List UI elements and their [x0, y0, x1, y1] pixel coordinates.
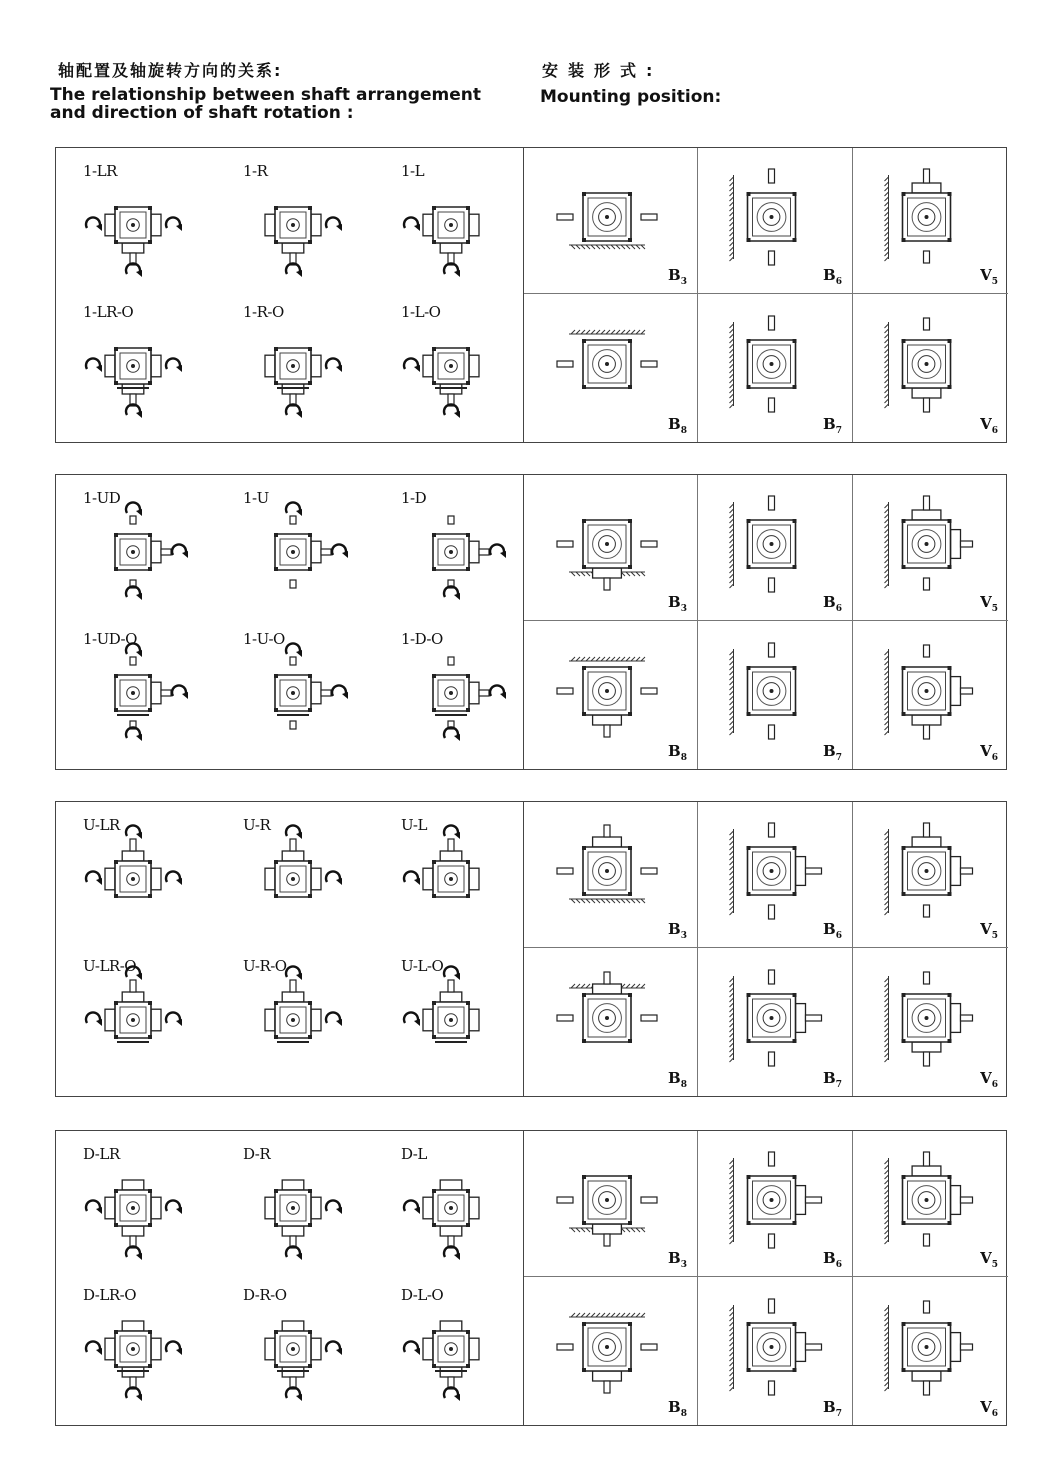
arrangement-code-label: 1-LR-O — [83, 303, 134, 321]
arrangement-code-label: 1-U-O — [243, 630, 285, 648]
mounting-position-number: 3 — [680, 931, 687, 941]
mounting-position-label — [668, 920, 687, 941]
mounting-position-label — [980, 920, 998, 941]
mounting-position-number: 7 — [835, 753, 842, 763]
arrangement-code-label: 1-U — [243, 489, 269, 507]
mounting-position-letter: B — [668, 415, 681, 433]
mounting-position-header — [540, 62, 721, 106]
mounting-position-diagram — [698, 621, 853, 769]
mounting-position-number: 3 — [680, 604, 687, 614]
mounting-position-label — [668, 1398, 687, 1419]
mounting-position-diagram — [698, 948, 853, 1096]
mounting-position-diagram — [853, 148, 1008, 294]
mounting-position-label — [980, 415, 998, 436]
mounting-position-diagram — [698, 1131, 853, 1277]
mounting-position-number: 8 — [680, 753, 687, 763]
mounting-position-letter: B — [823, 1069, 836, 1087]
mounting-position-label — [823, 1249, 842, 1270]
mounting-position-number: 6 — [991, 1409, 998, 1419]
mounting-position-diagram — [524, 621, 698, 769]
arrangement-code-label: 1-L — [401, 162, 425, 180]
mounting-position-number: 6 — [991, 753, 998, 763]
mounting-position-label — [668, 742, 687, 763]
mounting-position-label — [980, 1249, 998, 1270]
shaft-arrangement-panel — [56, 802, 523, 1096]
arrangement-diagram — [216, 150, 371, 295]
arrangement-diagram — [56, 1133, 211, 1278]
arrangement-code-label: U-R-O — [243, 957, 287, 975]
mounting-position-label — [668, 1069, 687, 1090]
mounting-position-number: 8 — [680, 1409, 687, 1419]
arrangement-diagram — [56, 945, 211, 1090]
arrangement-diagram — [216, 1274, 371, 1419]
arrangement-diagram — [56, 150, 211, 295]
arrangement-code-label: 1-UD — [83, 489, 121, 507]
mounting-position-diagram — [524, 1277, 698, 1425]
mounting-position-letter: V — [980, 266, 992, 284]
mounting-position-label — [823, 1069, 842, 1090]
arrangement-diagram — [56, 804, 211, 949]
mounting-position-panel — [523, 1131, 1006, 1425]
mounting-position-diagram — [524, 294, 698, 442]
mounting-position-number: 7 — [835, 1409, 842, 1419]
mounting-position-diagram — [524, 1131, 698, 1277]
arrangement-code-label: U-L — [401, 816, 427, 834]
arrangement-diagram — [374, 1274, 529, 1419]
arrangement-code-label: U-LR-O — [83, 957, 137, 975]
mounting-position-label — [668, 593, 687, 614]
mounting-position-letter: B — [823, 742, 836, 760]
arrangement-code-label: D-L-O — [401, 1286, 444, 1304]
mounting-position-label — [980, 266, 998, 287]
mounting-position-number: 6 — [835, 604, 842, 614]
mounting-position-number: 6 — [991, 1080, 998, 1090]
arrangement-diagram — [374, 618, 529, 763]
mounting-position-number: 5 — [991, 931, 998, 941]
arrangement-code-label: D-R-O — [243, 1286, 287, 1304]
arrangement-code-label: D-LR-O — [83, 1286, 136, 1304]
shaft-arrangement-header — [50, 62, 481, 123]
arrangement-code-label: 1-L-O — [401, 303, 441, 321]
mounting-position-letter: B — [668, 593, 681, 611]
mounting-position-letter: B — [668, 920, 681, 938]
arrangement-diagram — [374, 945, 529, 1090]
arrangement-code-label: 1-D-O — [401, 630, 443, 648]
arrangement-code-label: 1-R-O — [243, 303, 284, 321]
mounting-position-label — [668, 415, 687, 436]
mounting-position-number: 8 — [680, 426, 687, 436]
mounting-position-diagram — [853, 1277, 1008, 1425]
arrangement-diagram — [56, 291, 211, 436]
mounting-position-label — [823, 1398, 842, 1419]
mounting-position-number: 6 — [835, 931, 842, 941]
mounting-position-diagram — [698, 475, 853, 621]
mounting-position-label — [980, 742, 998, 763]
mounting-position-diagram — [853, 475, 1008, 621]
mounting-position-number: 7 — [835, 1080, 842, 1090]
mounting-position-diagram — [853, 802, 1008, 948]
mounting-position-letter: B — [823, 415, 836, 433]
arrangement-code-label: U-LR — [83, 816, 120, 834]
arrangement-code-label: D-L — [401, 1145, 427, 1163]
mounting-position-label — [823, 742, 842, 763]
arrangement-code-label: 1-R — [243, 162, 268, 180]
mounting-position-label — [823, 415, 842, 436]
arrangement-diagram — [216, 1133, 371, 1278]
mounting-position-diagram — [524, 948, 698, 1096]
mounting-position-number: 5 — [991, 604, 998, 614]
mounting-position-letter: B — [823, 1249, 836, 1267]
arrangement-code-label: 1-UD-O — [83, 630, 137, 648]
arrangement-code-label: D-LR — [83, 1145, 120, 1163]
arrangement-diagram — [374, 804, 529, 949]
mounting-position-letter: B — [668, 742, 681, 760]
arrangement-diagram — [56, 618, 211, 763]
mounting-position-diagram — [853, 948, 1008, 1096]
mounting-position-number: 6 — [835, 1260, 842, 1270]
shaft-arrangement-panel — [56, 148, 523, 442]
mounting-position-number: 3 — [680, 1260, 687, 1270]
arrangement-section — [55, 801, 1007, 1097]
arrangement-diagram — [374, 291, 529, 436]
mounting-position-diagram — [698, 1277, 853, 1425]
mounting-position-label — [823, 593, 842, 614]
arrangement-diagram — [216, 945, 371, 1090]
arrangement-diagram — [216, 477, 371, 622]
shaft-arrangement-title-cn: 轴配置及轴旋转方向的关系: — [58, 61, 283, 80]
shaft-arrangement-title-en-1: The relationship between shaft arrangement — [50, 84, 481, 105]
mounting-position-number: 3 — [680, 277, 687, 287]
mounting-position-letter: B — [668, 1249, 681, 1267]
mounting-position-number: 7 — [835, 426, 842, 436]
mounting-position-diagram — [698, 148, 853, 294]
shaft-arrangement-title-en-2: and direction of shaft rotation : — [50, 103, 354, 124]
mounting-position-diagram — [524, 475, 698, 621]
arrangement-diagram — [374, 1133, 529, 1278]
mounting-position-diagram — [524, 148, 698, 294]
mounting-position-letter: B — [668, 266, 681, 284]
arrangement-diagram — [216, 804, 371, 949]
mounting-position-letter: B — [823, 1398, 836, 1416]
mounting-position-letter: V — [980, 1398, 992, 1416]
arrangement-diagram — [216, 291, 371, 436]
shaft-arrangement-panel — [56, 1131, 523, 1425]
mounting-position-letter: V — [980, 593, 992, 611]
mounting-position-label — [980, 1069, 998, 1090]
arrangement-diagram — [374, 477, 529, 622]
arrangement-diagram — [216, 618, 371, 763]
arrangement-code-label: U-L-O — [401, 957, 444, 975]
mounting-position-label — [668, 1249, 687, 1270]
mounting-position-diagram — [698, 294, 853, 442]
mounting-position-number: 6 — [835, 277, 842, 287]
mounting-position-number: 6 — [991, 426, 998, 436]
mounting-position-letter: B — [823, 593, 836, 611]
mounting-position-diagram — [853, 1131, 1008, 1277]
mounting-position-diagram — [853, 294, 1008, 442]
arrangement-diagram — [56, 477, 211, 622]
arrangement-section — [55, 474, 1007, 770]
mounting-position-label — [980, 593, 998, 614]
mounting-position-letter: B — [823, 266, 836, 284]
mounting-position-label — [668, 266, 687, 287]
mounting-position-panel — [523, 148, 1006, 442]
mounting-position-title-cn: 安装形式: — [542, 61, 663, 80]
mounting-position-number: 5 — [991, 277, 998, 287]
arrangement-diagram — [374, 150, 529, 295]
mounting-position-label — [980, 1398, 998, 1419]
mounting-position-diagram — [853, 621, 1008, 769]
mounting-position-letter: B — [668, 1069, 681, 1087]
mounting-position-letter: V — [980, 742, 992, 760]
mounting-position-panel — [523, 802, 1006, 1096]
mounting-position-number: 5 — [991, 1260, 998, 1270]
mounting-position-letter: V — [980, 415, 992, 433]
mounting-position-letter: B — [668, 1398, 681, 1416]
mounting-position-number: 8 — [680, 1080, 687, 1090]
mounting-position-label — [823, 266, 842, 287]
arrangement-section — [55, 147, 1007, 443]
arrangement-code-label: D-R — [243, 1145, 271, 1163]
arrangement-diagram — [56, 1274, 211, 1419]
arrangement-code-label: U-R — [243, 816, 271, 834]
arrangement-code-label: 1-LR — [83, 162, 117, 180]
mounting-position-letter: V — [980, 1249, 992, 1267]
mounting-position-label — [823, 920, 842, 941]
arrangement-code-label: 1-D — [401, 489, 427, 507]
mounting-position-panel — [523, 475, 1006, 769]
mounting-position-letter: V — [980, 920, 992, 938]
mounting-position-diagram — [698, 802, 853, 948]
mounting-position-letter: B — [823, 920, 836, 938]
mounting-position-letter: V — [980, 1069, 992, 1087]
mounting-position-title-en: Mounting position: — [540, 86, 722, 107]
shaft-arrangement-panel — [56, 475, 523, 769]
arrangement-section — [55, 1130, 1007, 1426]
mounting-position-diagram — [524, 802, 698, 948]
